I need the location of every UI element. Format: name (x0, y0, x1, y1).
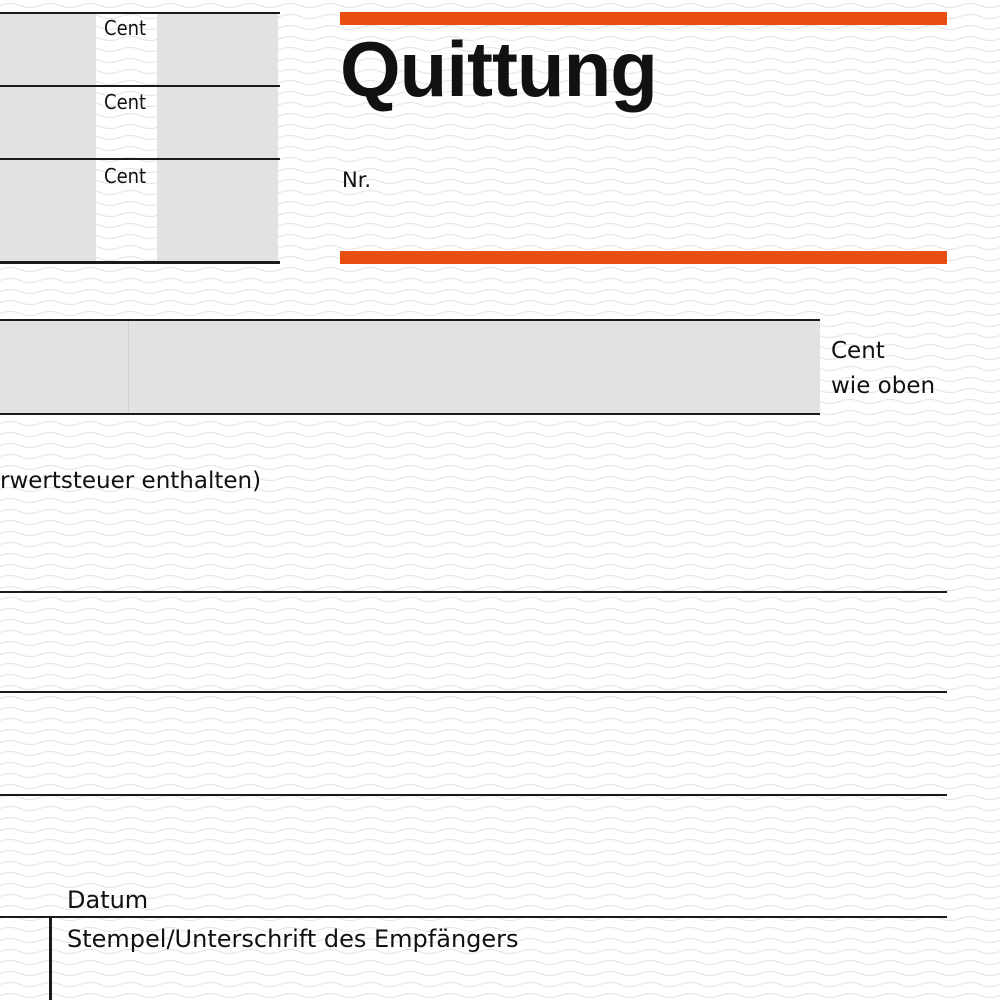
euro-field-3[interactable] (0, 160, 96, 261)
footer-line (0, 916, 947, 918)
cent-label-2: Cent (104, 90, 147, 114)
cent-field-3[interactable] (157, 160, 278, 261)
euro-field-1[interactable] (0, 14, 96, 85)
cent-label-3: Cent (104, 164, 147, 188)
purpose-line-3 (0, 794, 947, 796)
footer-vertical-divider (49, 918, 52, 1000)
words-row-bottom-line (0, 413, 820, 415)
cent-field-2[interactable] (157, 87, 278, 158)
purpose-line-2 (0, 691, 947, 693)
receipt-number-label: Nr. (342, 168, 372, 192)
purpose-field-3[interactable] (0, 748, 947, 794)
signature-field[interactable] (55, 958, 947, 1000)
date-field[interactable] (0, 860, 947, 916)
header-top-bar (340, 12, 947, 25)
cent-label-1: Cent (104, 16, 147, 40)
receipt-title: Quittung (340, 25, 657, 113)
amount-grid-bottom-line (0, 261, 280, 264)
receipt-number-field[interactable] (385, 160, 945, 200)
date-label: Datum (67, 886, 149, 914)
words-row-divider (128, 321, 129, 413)
vat-note: rwertsteuer enthalten) (0, 468, 262, 494)
signature-label: Stempel/Unterschrift des Empfängers (67, 925, 519, 953)
purpose-field-2[interactable] (0, 645, 947, 691)
cent-field-1[interactable] (157, 14, 278, 85)
same-as-above-label: wie oben (831, 373, 936, 399)
euro-field-2[interactable] (0, 87, 96, 158)
header-bottom-bar (340, 251, 947, 264)
purpose-field-1[interactable] (0, 545, 947, 591)
purpose-line-1 (0, 591, 947, 593)
amount-in-words-field[interactable] (0, 321, 820, 413)
words-cent-label: Cent (831, 338, 885, 364)
